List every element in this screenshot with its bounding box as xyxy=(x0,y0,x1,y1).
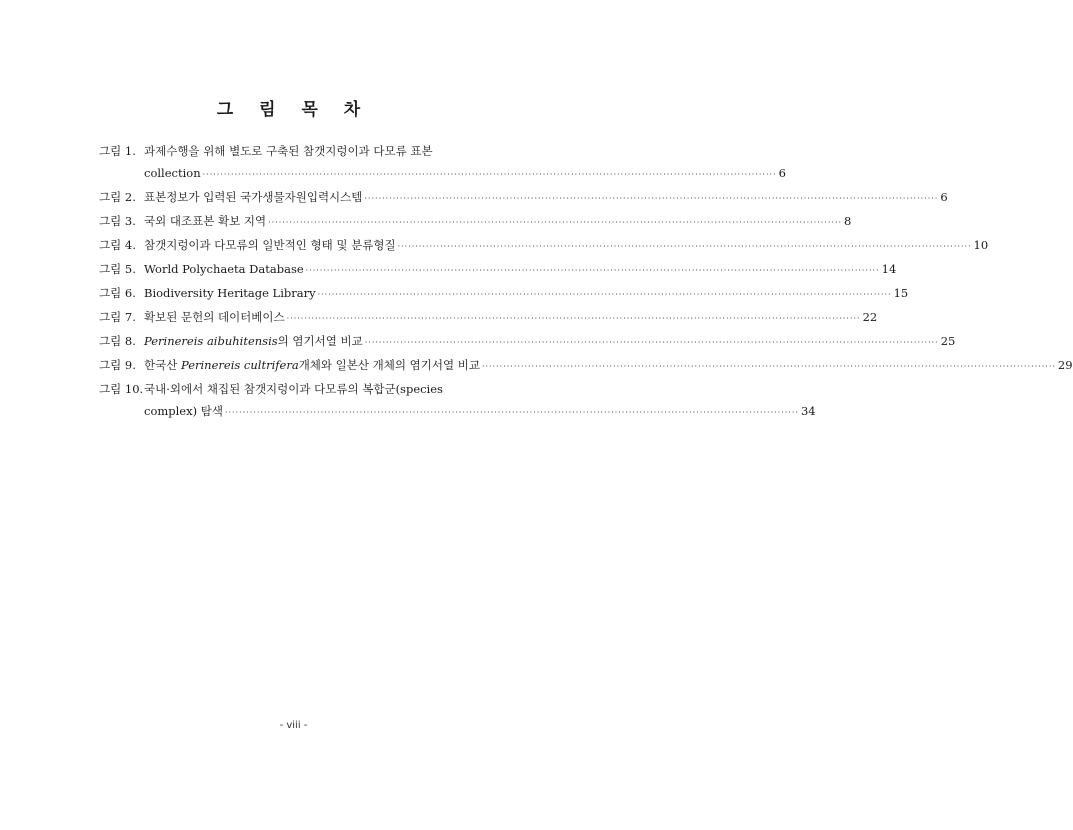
page-footer: - viii - xyxy=(279,720,308,731)
figure-title: 국내·외에서 채집된 참갯지렁이과 다모류의 복합군(species xyxy=(144,382,443,396)
figure-title: 확보된 문헌의 데이터베이스 xyxy=(144,310,285,324)
figure-label: 그림 8. xyxy=(99,334,136,348)
figure-label: 그림 9. xyxy=(99,358,136,372)
toc-entry[interactable] xyxy=(99,186,948,210)
leader-dots xyxy=(365,332,939,354)
leader-dots xyxy=(306,260,880,282)
toc-entry[interactable] xyxy=(99,234,989,258)
figure-title: Biodiversity Heritage Library xyxy=(144,286,316,300)
page-number: 10 xyxy=(973,238,989,252)
figure-label: 그림 4. xyxy=(99,238,136,252)
toc-entry[interactable] xyxy=(99,140,786,186)
leader-dots xyxy=(398,236,972,258)
page-number: 6 xyxy=(940,190,948,204)
page-number: 15 xyxy=(893,286,909,300)
leader-dots xyxy=(364,188,938,210)
figure-label: 그림 3. xyxy=(99,214,136,228)
toc-entry[interactable] xyxy=(99,258,897,282)
figure-label: 그림 2. xyxy=(99,190,136,204)
figure-title xyxy=(144,330,363,352)
figure-label: 그림 7. xyxy=(99,310,136,324)
page-number: 29 xyxy=(1057,358,1073,372)
figure-title-rest: 개체와 일본산 개체의 염기서열 비교 xyxy=(298,358,480,372)
leader-dots xyxy=(318,284,892,306)
figure-label: 그림 6. xyxy=(99,286,136,300)
page-number: 25 xyxy=(940,334,956,348)
figure-title: 과제수행을 위해 별도로 구축된 참갯지렁이과 다모류 표본 xyxy=(144,144,433,158)
figure-title xyxy=(144,354,480,376)
leader-dots xyxy=(268,212,842,234)
species-name: Perinereis aibuhitensis xyxy=(144,334,278,348)
toc-entry[interactable] xyxy=(99,378,816,424)
page-number: 22 xyxy=(862,310,878,324)
page-number: 8 xyxy=(844,214,852,228)
page-title: 그 림 목 차 xyxy=(216,100,371,120)
figure-label: 그림 1. xyxy=(99,144,136,158)
toc-entry[interactable] xyxy=(99,354,1073,378)
figure-list xyxy=(99,140,1073,424)
toc-entry[interactable] xyxy=(99,330,956,354)
figure-title: 참갯지렁이과 다모류의 일반적인 형태 및 분류형질 xyxy=(144,238,396,252)
figure-title: 표본정보가 입력된 국가생물자원입력시스템 xyxy=(144,190,363,204)
leader-dots xyxy=(482,356,1056,378)
toc-entry[interactable] xyxy=(99,306,878,330)
toc-entry[interactable] xyxy=(99,282,909,306)
figure-title: World Polychaeta Database xyxy=(144,262,304,276)
species-name: Perinereis cultrifera xyxy=(180,358,299,372)
figure-title-continued: collection xyxy=(144,166,201,180)
figure-title: 국외 대조표본 확보 지역 xyxy=(144,214,267,228)
page-number: 14 xyxy=(881,262,897,276)
leader-dots xyxy=(203,164,777,186)
figure-title-continued: complex) 탐색 xyxy=(144,404,223,418)
leader-dots xyxy=(225,402,799,424)
figure-title-pre: 한국산 xyxy=(144,358,181,372)
page-number: 6 xyxy=(778,166,786,180)
toc-entry[interactable] xyxy=(99,210,852,234)
page-number: 34 xyxy=(800,404,816,418)
leader-dots xyxy=(287,308,861,330)
figure-title-rest: 의 염기서열 비교 xyxy=(277,334,363,348)
figure-label: 그림 5. xyxy=(99,262,136,276)
figure-label: 그림 10. xyxy=(99,382,144,396)
